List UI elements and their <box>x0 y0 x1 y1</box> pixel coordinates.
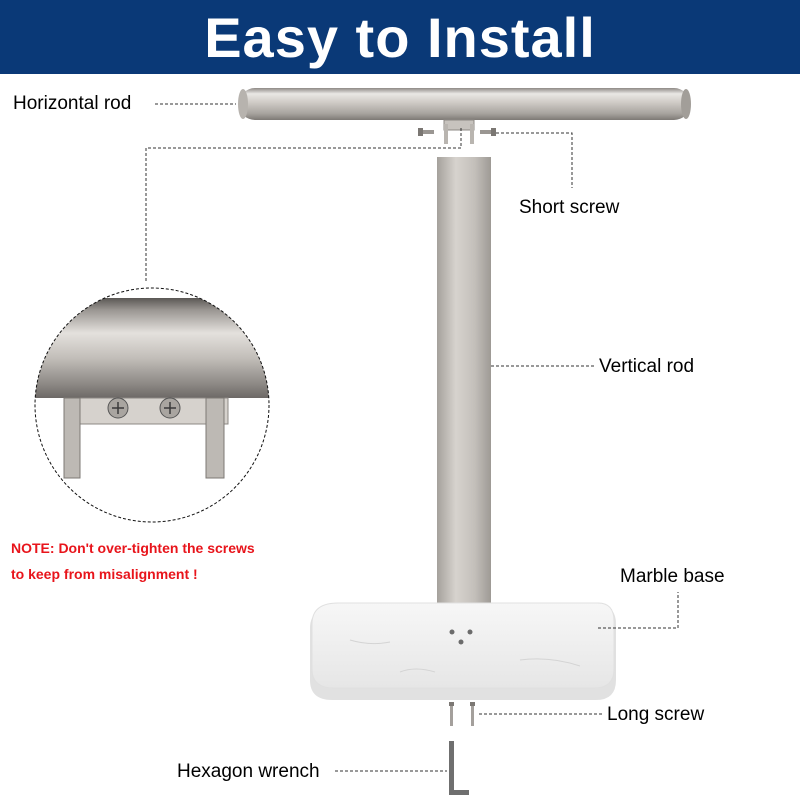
long-screw-left <box>449 702 454 726</box>
note-line-1: NOTE: Don't over-tighten the screws <box>11 540 255 556</box>
horizontal-rod <box>238 88 691 120</box>
short-screw-left <box>418 128 434 136</box>
label-marble-base: Marble base <box>620 566 725 587</box>
label-long-screw: Long screw <box>607 704 705 725</box>
label-short-screw: Short screw <box>519 197 620 218</box>
hex-key-icon <box>449 741 469 795</box>
label-horizontal-rod: Horizontal rod <box>13 93 132 114</box>
top-bracket <box>444 120 474 144</box>
vertical-rod <box>437 157 491 617</box>
note-line-2: to keep from misalignment ! <box>11 566 198 582</box>
long-screw-right <box>470 702 475 726</box>
marble-base <box>310 603 616 700</box>
label-hexagon-wrench: Hexagon wrench <box>177 761 320 782</box>
label-vertical-rod: Vertical rod <box>599 356 695 377</box>
page-title: Easy to Install <box>204 5 596 69</box>
short-screw-right <box>480 128 496 136</box>
bracket-closeup-magnifier <box>20 285 290 530</box>
